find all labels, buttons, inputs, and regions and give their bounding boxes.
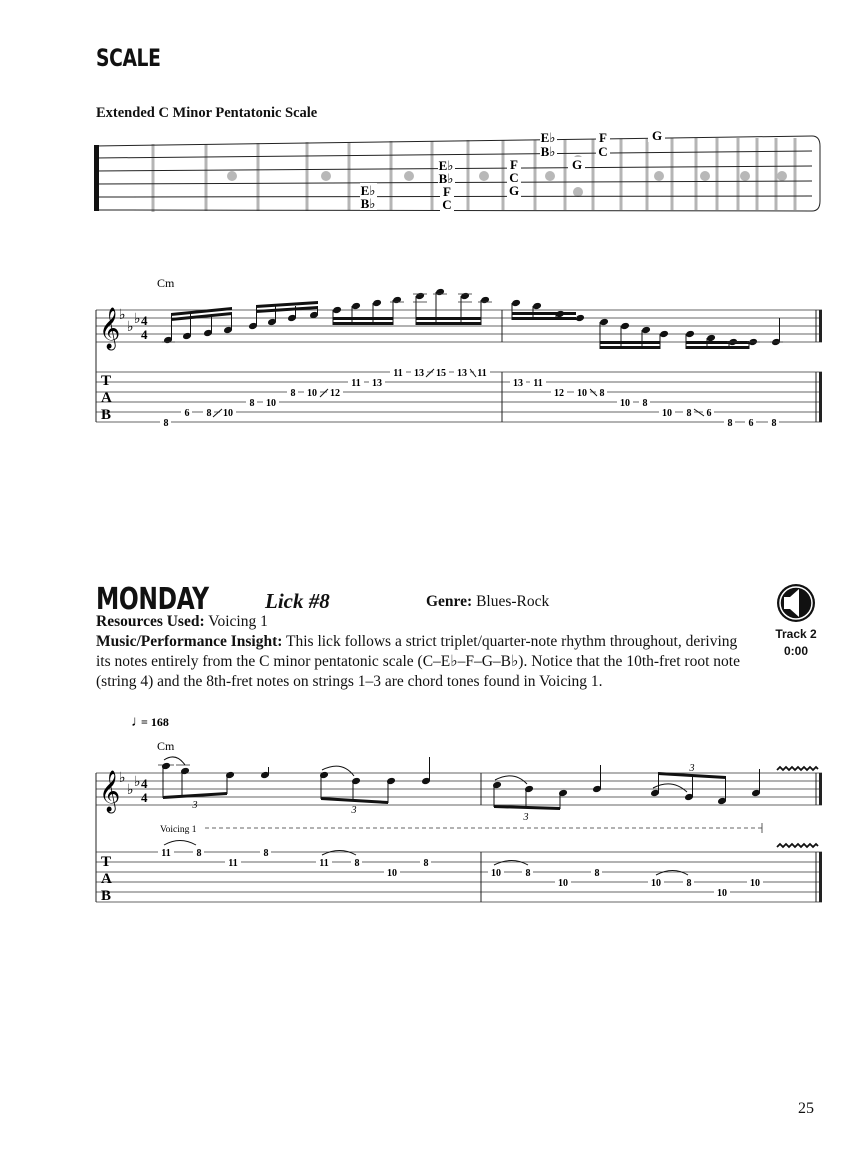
lick-title: Lick #8 bbox=[265, 589, 330, 613]
tab-number: 10 bbox=[223, 408, 233, 419]
lick-notation-staff bbox=[96, 714, 822, 904]
scale-subtitle: Extended C Minor Pentatonic Scale bbox=[96, 105, 318, 121]
tab-number: 12 bbox=[330, 388, 340, 399]
tab-number: 8 bbox=[642, 398, 648, 409]
tab-number: 8 bbox=[686, 408, 692, 419]
insight-text: This lick follows a strict triplet/quarter-note rhythm throughout, deriving its notes entirely from the C minor pentatonic scale (C–E♭–F–G–B♭). Notice that the 10th-fret root note (string 4) and the 8th-fret notes on strings 1–3 are chord tones found in Voicing 1. bbox=[96, 633, 740, 690]
fret-note: E♭ bbox=[360, 183, 376, 198]
tab-number: 11 bbox=[228, 858, 238, 869]
genre-line bbox=[426, 593, 549, 611]
tab-number: 11 bbox=[533, 378, 543, 389]
audio-track-speaker-icon[interactable] bbox=[777, 584, 815, 622]
fret-note: F bbox=[443, 184, 451, 199]
tab-number: 10 bbox=[577, 388, 587, 399]
svg-text:4: 4 bbox=[141, 327, 148, 342]
tab-number: 13 bbox=[414, 368, 424, 379]
svg-text:4: 4 bbox=[141, 313, 148, 328]
tab-number: 8 bbox=[206, 408, 212, 419]
svg-text:♩: ♩ bbox=[131, 714, 146, 730]
track-time: 0:00 bbox=[783, 644, 809, 658]
fret-note: G bbox=[508, 183, 520, 198]
svg-text:♭: ♭ bbox=[134, 775, 141, 790]
tempo-marking: = 168 bbox=[141, 715, 169, 729]
fretboard-diagram bbox=[94, 128, 820, 212]
tab-clef-b: B bbox=[101, 888, 112, 904]
tab-number: 12 bbox=[554, 388, 564, 399]
fret-note: E♭ bbox=[438, 158, 454, 173]
svg-text:♭: ♭ bbox=[127, 783, 134, 798]
tab-number: 8 bbox=[525, 868, 531, 879]
voicing-label: Voicing 1 bbox=[160, 825, 197, 835]
triplet-mark: 3 bbox=[523, 812, 529, 823]
svg-text:♭: ♭ bbox=[119, 308, 126, 323]
fret-note: B♭ bbox=[438, 171, 454, 186]
tab-clef-t: T bbox=[101, 854, 112, 870]
tab-number: 10 bbox=[266, 398, 276, 409]
performance-insight bbox=[96, 632, 746, 692]
triplet-mark: 3 bbox=[192, 800, 198, 811]
tab-number: 15 bbox=[436, 368, 446, 379]
fret-note: B♭ bbox=[540, 144, 556, 159]
tab-number: 8 bbox=[290, 388, 296, 399]
tab-number: 8 bbox=[771, 418, 777, 429]
svg-text:♭: ♭ bbox=[134, 312, 141, 327]
tab-number: 10 bbox=[558, 878, 568, 889]
tab-number: 10 bbox=[387, 868, 397, 879]
tab-number: 10 bbox=[662, 408, 672, 419]
monday-heading: MONDAY bbox=[96, 582, 209, 617]
tab-number: 8 bbox=[594, 868, 600, 879]
triplet-mark: 3 bbox=[351, 805, 357, 816]
tab-number: 10 bbox=[750, 878, 760, 889]
svg-text:♭: ♭ bbox=[127, 320, 134, 335]
tab-number: 8 bbox=[196, 848, 202, 859]
scale-notation-staff bbox=[96, 276, 822, 429]
svg-text:4: 4 bbox=[141, 790, 148, 805]
tab-number: 8 bbox=[686, 878, 692, 889]
resources-label: Resources Used: bbox=[96, 613, 205, 630]
fret-note: C bbox=[509, 170, 519, 185]
resources-line bbox=[96, 613, 268, 631]
genre-value: Blues-Rock bbox=[476, 593, 550, 610]
tab-number: 10 bbox=[651, 878, 661, 889]
tab-number: 11 bbox=[477, 368, 487, 379]
chord-symbol: Cm bbox=[157, 276, 175, 290]
tab-number: 11 bbox=[351, 378, 361, 389]
chord-symbol: Cm bbox=[157, 739, 175, 753]
tab-number: 8 bbox=[249, 398, 255, 409]
tab-number: 8 bbox=[727, 418, 733, 429]
scale-heading: SCALE bbox=[96, 44, 161, 72]
page-number: 25 bbox=[798, 1100, 814, 1117]
tab-number: 13 bbox=[513, 378, 523, 389]
tab-number: 8 bbox=[263, 848, 269, 859]
svg-text:𝄞: 𝄞 bbox=[99, 771, 121, 811]
tab-clef-t: T bbox=[101, 373, 112, 389]
track-info bbox=[770, 626, 822, 660]
tab-number: 13 bbox=[457, 368, 467, 379]
tab-number: 11 bbox=[393, 368, 403, 379]
genre-label: Genre: bbox=[426, 593, 473, 610]
tab-clef-a: A bbox=[101, 390, 112, 406]
svg-text:4: 4 bbox=[141, 776, 148, 791]
fret-note: G bbox=[571, 157, 583, 172]
resources-value: Voicing 1 bbox=[208, 613, 268, 630]
triplet-mark: 3 bbox=[689, 763, 695, 774]
tab-number: 10 bbox=[491, 868, 501, 879]
tab-number: 11 bbox=[161, 848, 171, 859]
tab-number: 6 bbox=[748, 418, 754, 429]
svg-text:𝄞: 𝄞 bbox=[99, 308, 121, 348]
tab-number: 6 bbox=[184, 408, 190, 419]
tab-number: 8 bbox=[354, 858, 360, 869]
fret-note: E♭ bbox=[540, 130, 556, 145]
fret-note: C bbox=[598, 144, 608, 159]
fret-note: F bbox=[510, 157, 518, 172]
tab-number: 10 bbox=[620, 398, 630, 409]
track-label: Track 2 bbox=[775, 627, 817, 641]
tab-clef-a: A bbox=[101, 871, 112, 887]
fret-note: F bbox=[599, 130, 607, 145]
tab-number: 13 bbox=[372, 378, 382, 389]
tab-number: 8 bbox=[599, 388, 605, 399]
tab-number: 10 bbox=[717, 888, 727, 899]
fret-note: G bbox=[651, 128, 663, 143]
tab-clef-b: B bbox=[101, 407, 112, 423]
tab-number: 6 bbox=[706, 408, 712, 419]
tab-number: 10 bbox=[307, 388, 317, 399]
insight-label: Music/Performance Insight: bbox=[96, 633, 283, 650]
tab-number: 11 bbox=[319, 858, 329, 869]
tab-number: 8 bbox=[423, 858, 429, 869]
fret-note: B♭ bbox=[360, 196, 376, 211]
svg-text:♭: ♭ bbox=[119, 771, 126, 786]
fret-note: C bbox=[442, 197, 452, 212]
tab-number: 8 bbox=[163, 418, 169, 429]
